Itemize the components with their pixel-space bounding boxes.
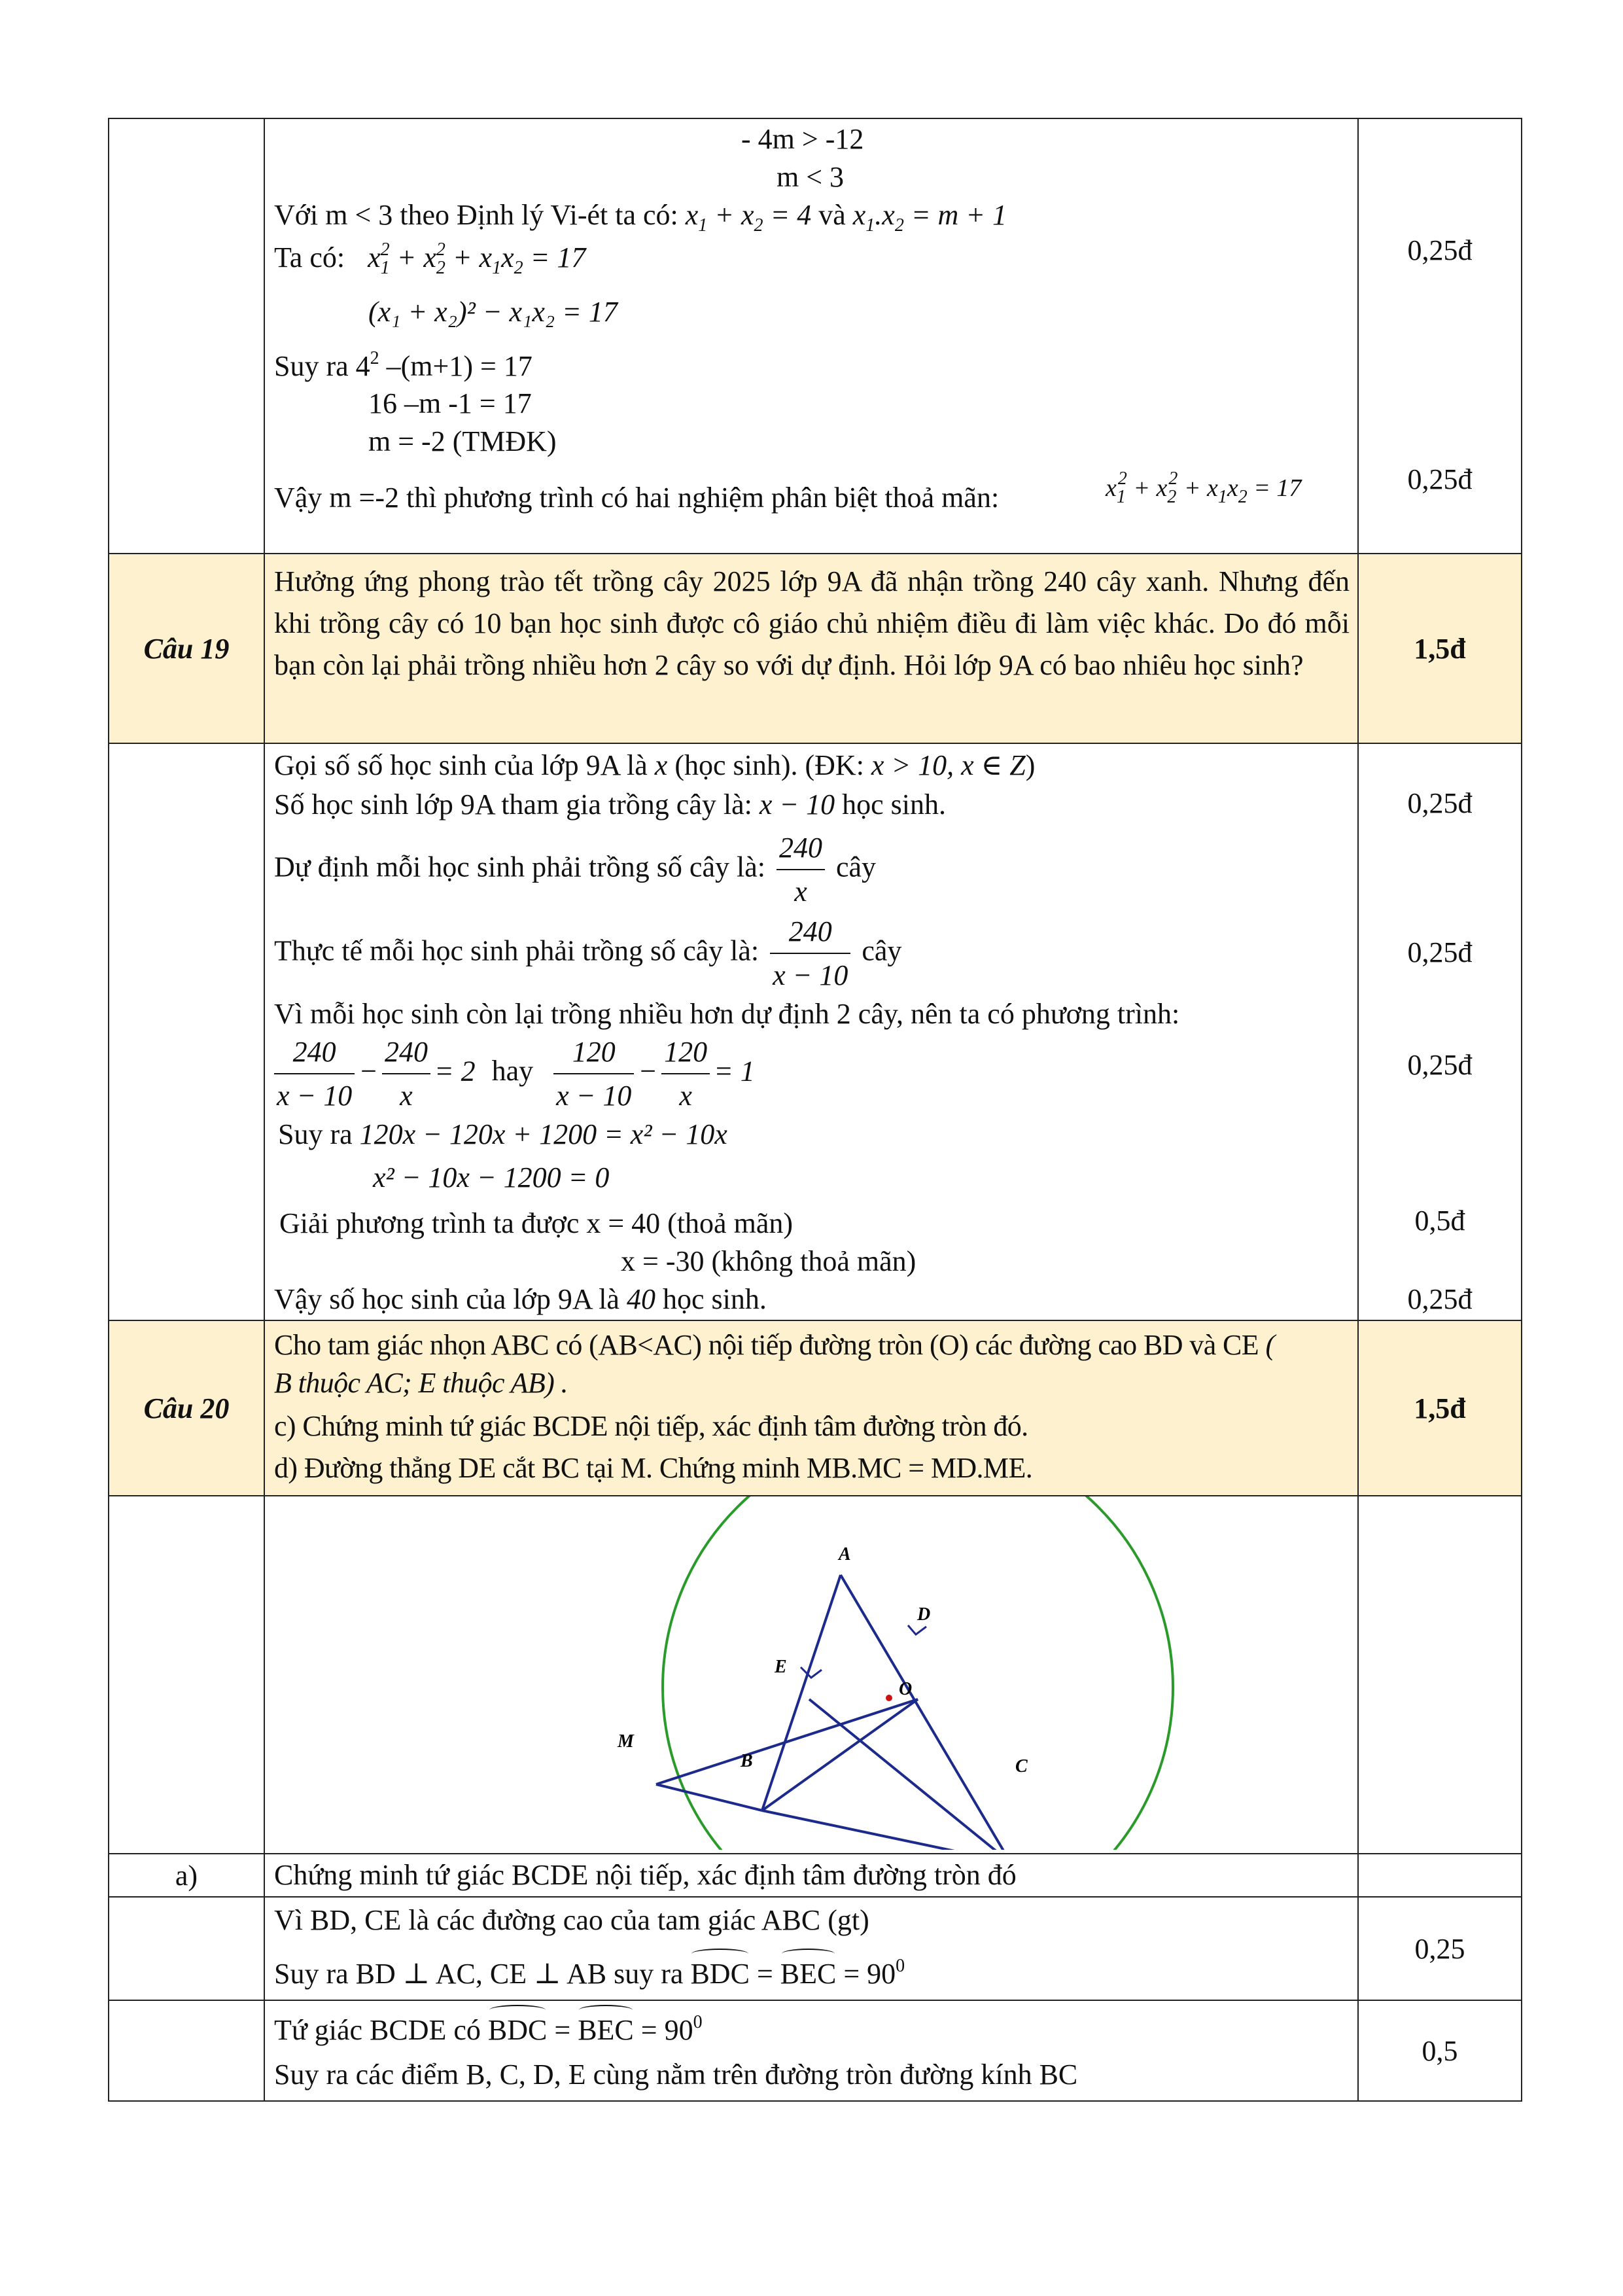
- q20-line: d) Đường thẳng DE cắt BC tại M. Chứng minh MB.MC = MD.ME.: [274, 1452, 1033, 1484]
- conclusion-line: Vậy m =-2 thì phương trình có hai nghiệm phân biệt thoả mãn:: [274, 482, 1000, 514]
- score: 0,5: [1358, 2000, 1522, 2101]
- sol-line: Suy ra 120x − 120x + 1200 = x² − 10x: [278, 1118, 727, 1150]
- question-label: Câu 19: [109, 554, 264, 743]
- ineq-line: - 4m > -12: [741, 123, 864, 155]
- sol-line: Vậy số học sinh của lớp 9A là 40 học sinh.: [274, 1283, 767, 1315]
- equation-line: $\frac{240}{x - 10}$ − $\frac{240}{x}$ = 2 hay $\frac{120}{x - 10}$ − $\frac{120}{x}$ = 1: [270, 1033, 755, 1114]
- label-a: A: [839, 1544, 851, 1564]
- a2-line: Tứ giác BCDE có BDC = BEC = $90^0$: [274, 2005, 703, 2049]
- sol-line: Giải phương trình ta được x = 40 (thoả mãn): [279, 1207, 793, 1239]
- score: 0,25đ: [1407, 234, 1473, 266]
- question-label: Câu 20: [109, 1320, 264, 1496]
- question-score: 1,5đ: [1358, 554, 1522, 743]
- sum-square-eq: (x₁ + x₂)² − x₁x₂ = 17: [368, 296, 618, 328]
- question-score: 1,5đ: [1358, 1320, 1522, 1496]
- score: 0,25đ: [1407, 1283, 1473, 1315]
- condition-eq: $x_1^2 + x_2^2 + x_1x_2 = 17$: [1106, 468, 1302, 507]
- sol-line: x = -30 (không thoả mãn): [621, 1245, 916, 1277]
- q20-line: Cho tam giác nhọn ABC có (AB<AC) nội tiếp đường tròn (O) các đường cao BD và CE (: [274, 1329, 1275, 1361]
- right-angle-e: [801, 1667, 822, 1678]
- label-b: B: [741, 1751, 753, 1771]
- part-a-text: Chứng minh tứ giác BCDE nội tiếp, xác định tâm đường tròn đó: [264, 1854, 1358, 1897]
- sol-line: Thực tế mỗi học sinh phải trồng số cây là: $\frac{240}{x - 10}$ cây: [274, 913, 901, 994]
- score: 0,25đ: [1407, 936, 1473, 968]
- label-m: M: [618, 1731, 634, 1752]
- sol-line: Số học sinh lớp 9A tham gia trồng cây là: x − 10 học sinh.: [274, 788, 946, 821]
- q20-line: c) Chứng minh tứ giác BCDE nội tiếp, xác định tâm đường tròn đó.: [274, 1410, 1028, 1442]
- score: 0,25: [1358, 1897, 1522, 2000]
- score: 0,25đ: [1407, 463, 1473, 495]
- q20-line: B thuộc AC; E thuộc AB) .: [274, 1367, 568, 1399]
- label-c: C: [1015, 1756, 1028, 1776]
- a1-line: Vì BD, CE là các đường cao của tam giác ABC (gt): [274, 1904, 869, 1936]
- score: 0,25đ: [1407, 1049, 1473, 1081]
- part-a-label: a): [109, 1854, 264, 1897]
- a2-line: Suy ra các điểm B, C, D, E cùng nằm trên đường tròn đường kính BC: [274, 2058, 1078, 2091]
- sol-line: Vì mỗi học sinh còn lại trồng nhiều hơn dự định 2 cây, nên ta có phương trình:: [274, 998, 1180, 1030]
- quadratic-eq: x² − 10x − 1200 = 0: [373, 1161, 610, 1193]
- suy-ra-line: Suy ra $4^2$ –(m+1) = 17: [274, 348, 532, 382]
- sol-line: Dự định mỗi học sinh phải trồng số cây là: $\frac{240}{x}$ cây: [274, 829, 876, 910]
- label-d: D: [917, 1604, 931, 1625]
- center-point-o: [886, 1695, 892, 1701]
- label-o: O: [899, 1679, 913, 1699]
- score: 0,5đ: [1414, 1205, 1465, 1237]
- a1-line: Suy ra BD ⊥ AC, CE ⊥ AB suy ra BDC = BEC = $90^0$: [274, 1949, 905, 1992]
- ta-co-line: Ta có: $x_1^2 + x_2^2 + x_1x_2 = 17$: [274, 239, 586, 278]
- m-less-3: m < 3: [777, 161, 845, 193]
- right-angle-d: [908, 1625, 926, 1634]
- vieta-line: Với m < 3 theo Định lý Vi-ét ta có: $x_1 + x_2 = 4$ và $x_1.x_2 = m + 1$: [274, 199, 1007, 236]
- result-line: m = -2 (TMĐK): [368, 425, 557, 457]
- score: 0,25đ: [1407, 787, 1473, 819]
- step-line: 16 –m -1 = 17: [368, 387, 532, 419]
- label-e: E: [775, 1657, 787, 1677]
- sol-line: Gọi số số học sinh của lớp 9A là x (học sinh). (ĐK: x > 10, x ∈ Z): [274, 749, 1036, 781]
- question-text: Hưởng ứng phong trào tết trồng cây 2025 lớp 9A đã nhận trồng 240 cây xanh. Nhưng đến khi trồng cây có 10 bạn học sinh được cô giáo chủ nhiệm điều đi làm việc khác. Do đó mỗi bạn còn lại phải trồng nhiều hơn 2 cây so với dự định. Hỏi lớp 9A có bao nhiêu học sinh?: [264, 554, 1358, 743]
